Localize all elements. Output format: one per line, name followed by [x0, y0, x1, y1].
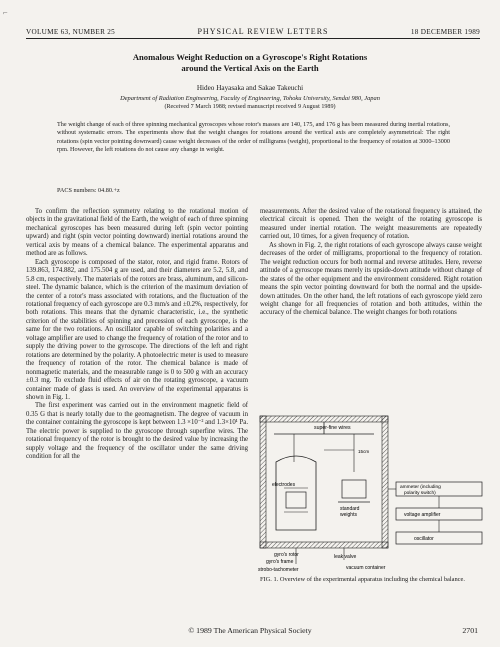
affiliation: Department of Radiation Engineering, Faculty of Engineering, Tohoku University, Sendai 980, Japan — [120, 95, 380, 102]
title-line-1: Anomalous Weight Reduction on a Gyroscope's Right Rotations — [132, 52, 368, 62]
weights-pan — [342, 480, 366, 498]
label-dimension: 15cm — [358, 449, 370, 454]
paragraph: Each gyroscope is composed of the stator, rotor, and rigid frame. Rotors of 139.863, 174.882, and 175.504 g are used, and their diameters are 5.2, 5.8, and 5.8 cm, respectively. The materials of the rotors are brass, aluminum, and silicon-steel. The dynamic balance, which is the criterion of the maximum deviation of the center of a rotor's mass associated with rotations, and the fluctuation of the rotational frequency of each gyroscope are 0.3 mm/s and ±0.2%, respectively, for both rotations. This means that the dynamic characteristic, i.e., the synthetic criterion of the stabilities of spinning and precession of each gyroscope, is the same for the two rotations. An oscillator capable of switching polarities and a voltage amplifier are used to change the frequency of rotation of the rotor and to supply the driving power to the gyroscope. The directions of the left and right rotations are determined by the polarity. A photoelectric meter is used to measure the frequency of rotation of the rotor. The chemical balance is made of nonmagnetic materials, and the measurable range is 0 to 500 g with an accuracy ±0.3 mg. To exclude fluid effects of air on the rotating gyroscope, a vacuum container made of glass is used. An overview of the experimental apparatus is shown in Fig. 1. — [26, 258, 248, 401]
paper-title — [0, 52, 500, 74]
page-number: 2701 — [462, 626, 478, 635]
header-rule — [26, 38, 480, 39]
paragraph: measurements. After the desired value of the rotational frequency is attained, the electrical circuit is opened. Then the weight of the rotating gyroscope is measured under inertial rotation. The weight measurements are repeatedly carried out, 10 times, for a given frequency of rotation. — [260, 208, 482, 241]
copyright: © 1989 The American Physical Society — [188, 626, 312, 635]
label-voltage-amplifier: voltage amplifier — [404, 512, 441, 518]
label-vacuum-container: vacuum container — [346, 565, 386, 571]
journal-name: PHYSICAL REVIEW LETTERS — [197, 27, 329, 36]
corner-mark: ⌐ — [3, 8, 8, 17]
abstract: The weight change of each of three spinning mechanical gyroscopes whose rotor's masses are 140, 175, and 176 g has been measured during inertial rotations, without systematic errors. The experiments show that the weight changes for rotations around the vertical axis are completely asymmetrical: The right rotations (spin vector pointing downward) cause weight decreases of the order of milligrams (weight), proportional to the frequency of rotation at 3000–13000 rpm. However, the left rotations do not cause any change in weight. — [57, 121, 450, 154]
top-hatch — [260, 416, 388, 422]
title-line-2: around the Vertical Axis on the Earth — [181, 63, 319, 73]
label-ammeter-2: polarity switch) — [404, 491, 436, 496]
volume-number: VOLUME 63, NUMBER 25 — [26, 28, 116, 36]
running-header — [26, 27, 480, 36]
received-dates: (Received 7 March 1988; revised manuscript received 9 August 1989) — [164, 104, 336, 110]
label-strobo-tachometer: strobo-tachometer — [258, 567, 299, 573]
paragraph: To confirm the reflection symmetry relating to the rotational motion of objects in the gravitational field of the Earth, the weight of each of three spinning mechanical gyroscopes has been measured during left (spin vector pointing upward) and right (spin vector pointing downward) inertial rotations around the vertical axis by means of a chemical balance. The experimental apparatus and method are as follows. — [26, 208, 248, 258]
pacs-numbers: PACS numbers: 04.80.+z — [57, 187, 120, 194]
label-leak-valve: leak valve — [334, 554, 357, 560]
paragraph: The first experiment was carried out in the environment magnetic field of 0.35 G that is nearly totally due to the geomagnetism. The degree of vacuum in the container containing the gyroscope is kept between 1.3 ×10⁻² and 1.3×10¹ Pa. The electric power is supplied to the gyroscope through superfine wires. The rotational frequency of the rotor is brought to the desired value by increasing the supply voltage and the frequency of the oscillator under the same driving condition for all the — [26, 402, 249, 461]
label-standard-weights-2: weights — [340, 512, 357, 518]
label-electrodes: electrodes — [272, 482, 296, 488]
left-column — [26, 208, 248, 462]
label-super-fine-wires: super-fine wires — [314, 425, 351, 431]
bottom-hatch — [260, 542, 388, 548]
paragraph: As shown in Fig. 2, the right rotations of each gyroscope always cause weight decreases of the order of milligrams, proportional to the frequency of rotation. The weight reduction occurs for both normal and reverse attitudes. Here, reverse attitude of a gyroscope means merely its upside-down attitude without change of the states of the other equipment and the environment considered. Right rotation means the spin vector pointing downward for both the normal and the upside-down attitudes. On the other hand, the left rotations of each gyroscope yield zero weight change for all frequencies of rotation and both attitudes, within the accuracy of the chemical balance. The weight changes for both rotations — [260, 241, 482, 317]
figure-apparatus — [254, 412, 490, 574]
label-gyros-frame: gyro's frame — [266, 559, 294, 565]
vacuum-bell — [276, 456, 316, 530]
gyro-rotor — [286, 492, 306, 508]
label-oscillator: oscillator — [414, 536, 434, 542]
right-column — [260, 208, 482, 318]
issue-date: 18 DECEMBER 1989 — [410, 28, 480, 36]
label-standard-weights-1: standard — [340, 506, 360, 512]
authors: Hideo Hayasaka and Sakae Takeuchi — [196, 84, 304, 92]
label-gyros-rotor: gyro's rotor — [274, 552, 299, 558]
left-hatch — [260, 416, 266, 548]
oscillator-box — [396, 532, 482, 544]
figure-caption: FIG. 1. Overview of the experimental apparatus including the chemical balance. — [260, 576, 465, 583]
right-hatch — [382, 416, 388, 548]
label-ammeter-1: ammeter (including — [400, 485, 441, 490]
